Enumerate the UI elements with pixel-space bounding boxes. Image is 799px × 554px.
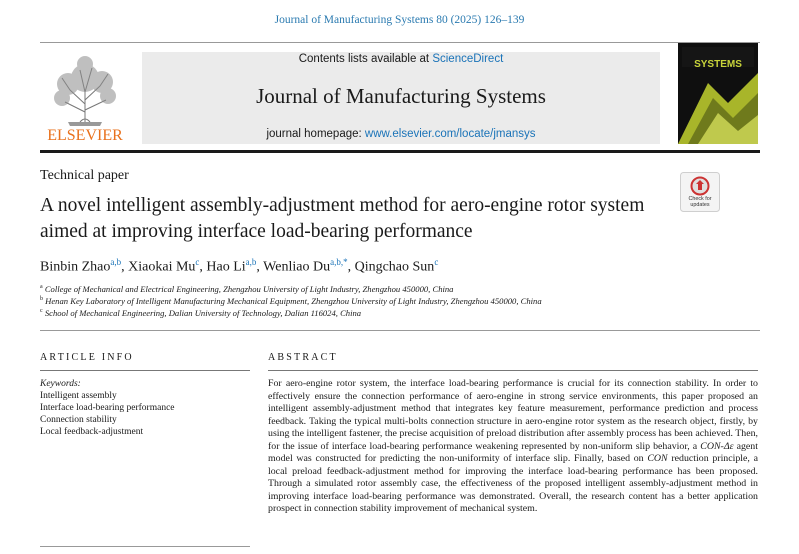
section-divider <box>40 330 760 331</box>
article-type: Technical paper <box>40 168 129 183</box>
cover-title: SYSTEMS <box>694 59 742 70</box>
homepage-line <box>142 128 660 140</box>
journal-cover-thumbnail[interactable] <box>678 43 758 144</box>
author-separator: , <box>256 259 264 275</box>
abstract-emphasis-con-de: CON-Δε <box>700 440 734 452</box>
elsevier-wordmark: ELSEVIER <box>47 127 123 144</box>
author-name[interactable]: Xiaokai Mu <box>128 259 196 275</box>
journal-title: Journal of Manufacturing Systems <box>256 84 546 108</box>
affiliation-text: Henan Key Laboratory of Intelligent Manufacturing Mechanical Equipment, Zhengzhou University of Light Industry, Zhengzhou 450000, China <box>45 296 542 306</box>
header-thick-divider <box>40 150 760 153</box>
keyword-item[interactable]: Connection stability <box>40 415 117 425</box>
abstract-part-1: For aero-engine rotor system, the interface load-bearing performance is crucial for its connection stability. In order to effectively ensure the connection performance of aero-engine in strong service environments, this paper proposed an intelligent assembly-adjustment method that integrates key feature measurement, performance prediction and process feedback. Taking the typical multi-bolts connection structure in aero-engine rotor system as the research object, firstly, by using the intelligent fastener, the precise acquisition of preload distribution after assembly process has been achieved. Then, for the issue of interface load-bearing performance weakening represented by non-uniform slip behavior, a <box>268 378 758 452</box>
author-affiliation-marker[interactable]: a,b,* <box>330 257 348 267</box>
contents-prefix: Contents lists available at <box>298 53 433 65</box>
affiliation-a <box>40 284 453 294</box>
author-name[interactable]: Qingchao Sun <box>354 259 435 275</box>
author-separator: , <box>347 259 355 275</box>
homepage-link[interactable]: www.elsevier.com/locate/jmansys <box>364 128 536 140</box>
journal-reference[interactable]: Journal of Manufacturing Systems 80 (2025) 126–139 <box>274 14 525 26</box>
affiliation-b <box>40 296 542 306</box>
author-name[interactable]: Wenliao Du <box>263 259 331 275</box>
elsevier-tree-icon <box>40 52 130 144</box>
contents-line <box>142 53 660 65</box>
author-name[interactable]: Hao Li <box>206 259 246 275</box>
abstract-part-3: reduction principle, a local preload feedback-adjustment method for improving the interface load-bearing performance has been proposed. Through a simulated rotor assembly case, the effectiveness of the proposed intelligent assembly-adjustment method in improving interface load-bearing performance was demonstrated. Overall, the research content has a better application prospect in connection stability improvement of mechanical system. <box>268 453 758 514</box>
author-affiliation-marker[interactable]: c <box>434 257 439 267</box>
abstract-body <box>268 378 758 516</box>
elsevier-logo[interactable] <box>40 52 130 144</box>
keyword-item[interactable]: Interface load-bearing performance <box>40 403 175 413</box>
keywords-label: Keywords: <box>40 379 81 389</box>
check-for-updates-button[interactable] <box>680 172 720 212</box>
top-divider <box>40 42 760 43</box>
affiliation-marker: a <box>40 284 43 291</box>
keyword-item[interactable]: Intelligent assembly <box>40 391 117 401</box>
author-separator: , <box>199 259 207 275</box>
abstract-emphasis-con: CON <box>647 453 668 464</box>
journal-cover-image <box>678 43 758 144</box>
abstract-rule <box>268 370 758 371</box>
sciencedirect-link[interactable]: ScienceDirect <box>432 53 504 65</box>
affiliation-text: College of Mechanical and Electrical Engineering, Zhengzhou University of Light Industry, Zhengzhou 450000, China <box>44 284 454 294</box>
affiliation-c <box>40 308 361 318</box>
author-affiliation-marker[interactable]: a,b <box>245 257 257 267</box>
author-affiliation-marker[interactable]: c <box>195 257 200 267</box>
abstract-heading: ABSTRACT <box>268 352 338 363</box>
homepage-prefix: journal homepage: <box>266 128 365 140</box>
affiliation-marker: c <box>40 308 43 315</box>
article-info-rule <box>40 370 250 371</box>
check-updates-icon <box>680 172 720 212</box>
author-name[interactable]: Binbin Zhao <box>40 259 111 275</box>
article-info-heading: ARTICLE INFO <box>40 352 134 363</box>
author-affiliation-marker[interactable]: a,b <box>110 257 122 267</box>
affiliation-marker: b <box>40 296 43 303</box>
author-list <box>40 257 438 276</box>
keyword-item[interactable]: Local feedback-adjustment <box>40 427 144 437</box>
footer-divider <box>40 546 250 547</box>
paper-title: A novel intelligent assembly-adjustment method for aero-engine rotor system aimed at improving interface load-bearing performance <box>40 195 645 242</box>
check-updates-label: Check for updates <box>688 196 712 208</box>
author-separator: , <box>121 259 129 275</box>
affiliation-text: School of Mechanical Engineering, Dalian University of Technology, Dalian 116024, China <box>44 308 362 318</box>
abstract-part-2: agent model was constructed for predicting the non-uniformity of interface slip. Finally, based on <box>268 440 758 464</box>
